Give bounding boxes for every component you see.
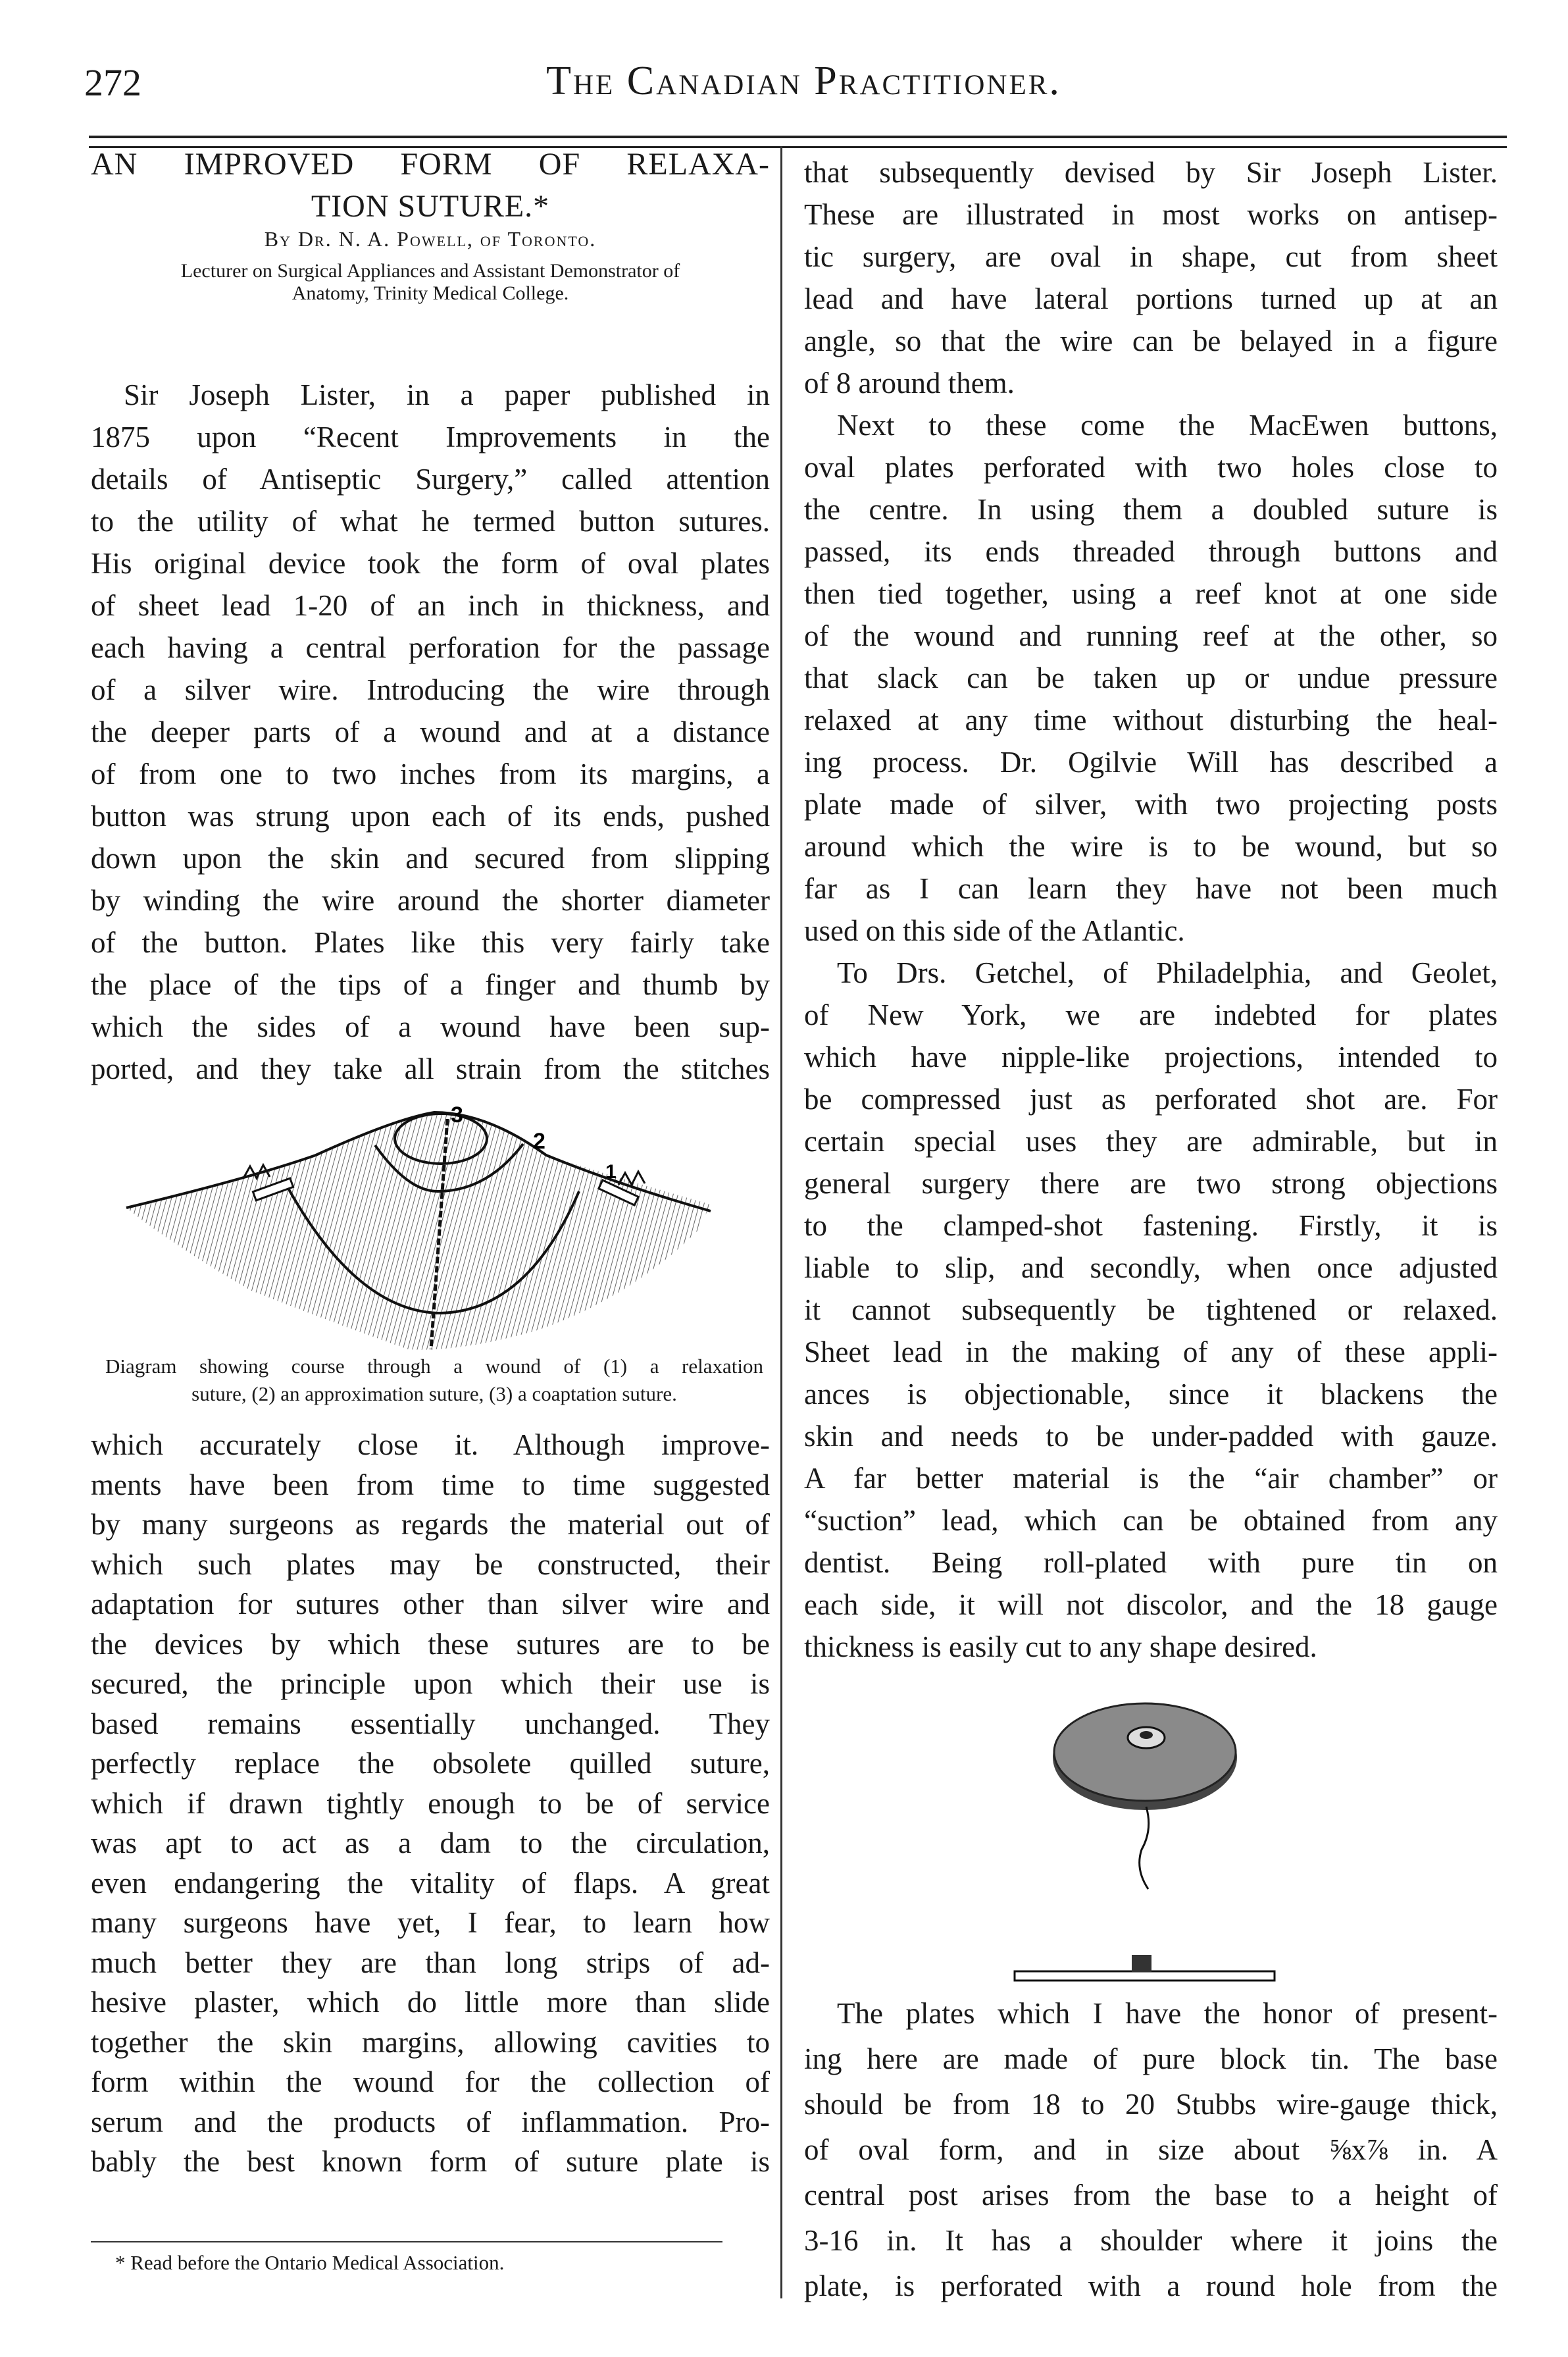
affiliation-line: Anatomy, Trinity Medical College. xyxy=(291,282,569,304)
text-line: which have nipple-like projections, intended to xyxy=(804,1041,1498,1074)
text-line: ported, and they take all strain from the stitches xyxy=(91,1052,770,1085)
text-line: that slack can be taken up or undue pressure xyxy=(804,661,1498,694)
text-line: passed, its ends threaded through buttons and xyxy=(804,535,1498,568)
figure-caption xyxy=(105,1353,763,1408)
text-line: by winding the wire around the shorter diameter xyxy=(91,884,770,917)
suture-plate-figure xyxy=(1000,1672,1290,1988)
text-line: each side, it will not discolor, and the 18 gauge xyxy=(804,1588,1498,1621)
plate-profile xyxy=(1015,1971,1275,1981)
text-line: details of Antiseptic Surgery,” called attention xyxy=(91,463,770,496)
text-line: to the utility of what he termed button sutures. xyxy=(91,505,770,538)
figure-label-3: 3 xyxy=(451,1102,463,1127)
text-line: to the clamped-shot fastening. Firstly, it is xyxy=(804,1209,1498,1242)
text-line: Sheet lead in the making of any of these appli- xyxy=(804,1335,1498,1368)
text-line: relaxed at any time without disturbing the heal- xyxy=(804,704,1498,737)
left-column-text-top xyxy=(91,374,770,1090)
text-line: down upon the skin and secured from slipping xyxy=(91,842,770,875)
text-line: the place of the tips of a finger and thumb by xyxy=(91,968,770,1001)
caption-line: suture, (2) an approximation suture, (3) a coaptation suture. xyxy=(191,1382,677,1405)
caption-line: Diagram showing course through a wound of (1) a relaxation xyxy=(105,1355,763,1378)
text-line: ances is objectionable, since it blackens the xyxy=(804,1378,1498,1411)
text-line: Next to these come the MacEwen buttons, xyxy=(837,409,1498,442)
text-line: it cannot subsequently be tightened or relaxed. xyxy=(804,1293,1498,1326)
text-line: 3-16 in. It has a shoulder where it joins the xyxy=(804,2224,1498,2257)
text-line: of from one to two inches from its margins, a xyxy=(91,758,770,790)
text-line: of oval form, and in size about ⅝x⅞ in. A xyxy=(804,2133,1498,2166)
text-line: ing here are made of pure block tin. The base xyxy=(804,2042,1498,2075)
left-column-text-bottom xyxy=(91,1425,770,2182)
wound-diagram-figure xyxy=(118,1093,750,1356)
text-line: much better they are than long strips of ad- xyxy=(91,1946,770,1979)
text-line: oval plates perforated with two holes close to xyxy=(804,451,1498,484)
journal-title: The Canadian Practitioner. xyxy=(546,59,1061,103)
text-line: bably the best known form of suture plate is xyxy=(91,2145,770,2178)
text-line: serum and the products of inflammation. Pro- xyxy=(91,2105,770,2138)
text-line: angle, so that the wire can be belayed in a figure xyxy=(804,324,1498,357)
text-line: which accurately close it. Although improve- xyxy=(91,1428,770,1461)
post-hole xyxy=(1140,1731,1153,1739)
text-line: plate, is perforated with a round hole from the xyxy=(804,2269,1498,2302)
text-line: of the wound and running reef at the other, so xyxy=(804,619,1498,652)
right-column-text-top xyxy=(804,151,1498,1668)
text-line: many surgeons have yet, I fear, to learn how xyxy=(91,1906,770,1939)
text-line: perfectly replace the obsolete quilled suture, xyxy=(91,1747,770,1780)
post-profile xyxy=(1132,1955,1151,1972)
text-line: lead and have lateral portions turned up at an xyxy=(804,282,1498,315)
text-line: which the sides of a wound have been sup- xyxy=(91,1010,770,1043)
text-line: 1875 upon “Recent Improvements in the xyxy=(91,421,770,453)
text-line: adaptation for sutures other than silver wire and xyxy=(91,1588,770,1620)
text-line: of the button. Plates like this very fairly take xyxy=(91,926,770,959)
text-line: To Drs. Getchel, of Philadelphia, and Geolet, xyxy=(837,956,1498,989)
text-line: form within the wound for the collection of xyxy=(91,2065,770,2098)
text-line: each having a central perforation for the passage xyxy=(91,631,770,664)
header-rule-top xyxy=(89,136,1507,138)
text-line: The plates which I have the honor of present- xyxy=(837,1997,1498,2030)
text-line: His original device took the form of oval plates xyxy=(91,547,770,580)
text-line: These are illustrated in most works on antisep- xyxy=(804,198,1498,231)
right-column-text-bottom xyxy=(804,1991,1498,2309)
text-line: together the skin margins, allowing cavities to xyxy=(91,2025,770,2059)
column-divider xyxy=(780,146,782,2298)
text-line: of 8 around them. xyxy=(804,367,1015,400)
text-line: of sheet lead 1-20 of an inch in thickness, and xyxy=(91,589,770,622)
text-line: of a silver wire. Introducing the wire through xyxy=(91,673,770,706)
text-line: “suction” lead, which can be obtained from any xyxy=(804,1504,1498,1537)
text-line: that subsequently devised by Sir Joseph Lister. xyxy=(804,156,1498,189)
affiliation-line: Lecturer on Surgical Appliances and Assistant Demonstrator of xyxy=(180,260,680,282)
text-line: button was strung upon each of its ends, pushed xyxy=(91,800,770,833)
text-line: of New York, we are indebted for plates xyxy=(804,998,1498,1031)
page-number: 272 xyxy=(84,61,141,104)
text-line: then tied together, using a reef knot at one side xyxy=(804,577,1498,610)
footnote: * Read before the Ontario Medical Association. xyxy=(115,2251,505,2274)
text-line: the deeper parts of a wound and at a distance xyxy=(91,715,770,748)
text-line: tic surgery, are oval in shape, cut from sheet xyxy=(804,240,1498,273)
footnote-rule xyxy=(91,2241,722,2242)
byline: By Dr. N. A. Powell, of Toronto. xyxy=(264,227,597,251)
article-title xyxy=(91,143,770,228)
text-line: dentist. Being roll-plated with pure tin on xyxy=(804,1546,1498,1579)
tissue-hatched-area xyxy=(126,1112,711,1350)
text-line: should be from 18 to 20 Stubbs wire-gauge thick, xyxy=(804,2088,1498,2121)
text-line: plate made of silver, with two projecting posts xyxy=(804,788,1498,821)
text-line: even endangering the vitality of flaps. A great xyxy=(91,1866,770,1900)
text-line: the centre. In using them a doubled suture is xyxy=(804,493,1498,526)
text-line: ing process. Dr. Ogilvie Will has described a xyxy=(804,746,1498,779)
text-line: ments have been from time to time suggested xyxy=(91,1468,770,1501)
text-line: the devices by which these sutures are to be xyxy=(91,1627,770,1661)
figure-label-2: 2 xyxy=(533,1129,545,1154)
text-line: which such plates may be constructed, their xyxy=(91,1547,770,1581)
text-line: Sir Joseph Lister, in a paper published in xyxy=(124,378,770,411)
text-line: around which the wire is to be wound, but so xyxy=(804,830,1498,863)
text-line: certain special uses they are admirable, but in xyxy=(804,1125,1498,1158)
text-line: skin and needs to be under-padded with gauze. xyxy=(804,1420,1498,1453)
text-line: A far better material is the “air chamber” or xyxy=(804,1462,1498,1495)
affiliation xyxy=(91,260,770,305)
text-line: secured, the principle upon which their use is xyxy=(91,1667,770,1700)
text-line: was apt to act as a dam to the circulation, xyxy=(91,1826,770,1859)
text-line: which if drawn tightly enough to be of service xyxy=(91,1786,770,1820)
text-line: used on this side of the Atlantic. xyxy=(804,914,1185,947)
text-line: central post arises from the base to a height of xyxy=(804,2179,1498,2212)
text-line: be compressed just as perforated shot are. For xyxy=(804,1083,1498,1116)
text-line: liable to slip, and secondly, when once adjusted xyxy=(804,1251,1498,1284)
text-line: hesive plaster, which do little more than slide xyxy=(91,1986,770,2019)
text-line: based remains essentially unchanged. They xyxy=(91,1707,770,1740)
text-line: general surgery there are two strong objections xyxy=(804,1167,1498,1200)
article-title-line: TION SUTURE.* xyxy=(311,189,550,224)
text-line: thickness is easily cut to any shape desired. xyxy=(804,1630,1317,1663)
article-title-line: AN IMPROVED FORM OF RELAXA- xyxy=(91,147,770,182)
figure-label-1: 1 xyxy=(605,1161,617,1183)
text-line: far as I can learn they have not been much xyxy=(804,872,1498,905)
text-line: by many surgeons as regards the material out of xyxy=(91,1508,770,1541)
wire xyxy=(1140,1807,1149,1889)
plate-top xyxy=(1054,1703,1236,1801)
